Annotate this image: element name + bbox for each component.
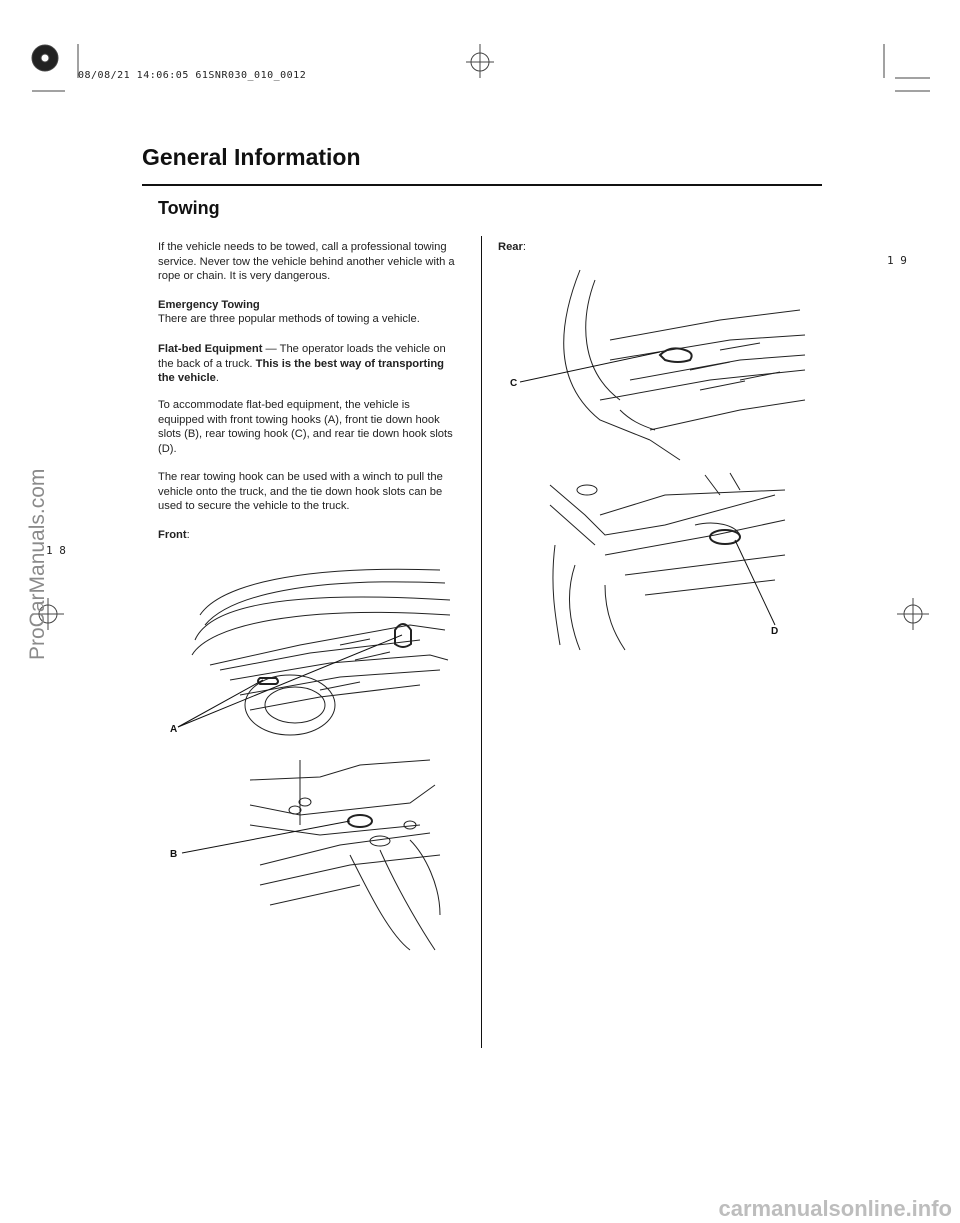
rear-towing-hook-illustration: [540, 260, 810, 460]
rear-label-text: Rear: [498, 241, 523, 253]
column-divider: [481, 236, 482, 1048]
front-label: [158, 528, 458, 543]
section-title: Towing: [158, 198, 220, 218]
print-stamp: 08/08/21 14:06:05 61SNR030_010_0012: [78, 70, 307, 81]
front-label-colon: :: [186, 529, 190, 541]
intro-paragraph: If the vehicle needs to be towed, call a professional towing service. Never tow the vehicle behind another vehicle with a rope or chain. It is very dangerous.: [158, 241, 455, 283]
page-number-left: 1 8: [46, 544, 66, 557]
flatbed-dash: —: [265, 343, 277, 355]
page-title: General Information: [142, 144, 361, 170]
callout-d: D: [771, 626, 779, 637]
callout-c: C: [510, 378, 518, 389]
flatbed-label: Flat-bed Equipment: [158, 343, 263, 355]
accommodate-paragraph: To accommodate flat-bed equipment, the vehicle is equipped with front towing hooks (A), front tie down hook slots (B), rear towing hook (C), and rear tie down hook slots (D).: [158, 399, 453, 455]
emergency-heading: Emergency Towing: [158, 299, 260, 311]
flatbed-bold: This is the best way of transporting the vehicle: [158, 357, 444, 385]
page-number-right: 1 9: [887, 254, 907, 267]
flatbed-paragraph: [158, 342, 458, 386]
title-rule: [142, 184, 822, 186]
rear-tie-down-illustration: [545, 465, 795, 655]
left-watermark: ProCarManuals.com: [26, 468, 49, 660]
front-label-text: Front: [158, 529, 187, 541]
flatbed-text: The operator loads the vehicle on the back of a truck.: [158, 343, 446, 370]
rear-label: [498, 240, 798, 255]
callout-b: B: [170, 849, 178, 860]
callout-a: A: [170, 724, 178, 735]
flatbed-end: .: [215, 372, 219, 385]
front-towing-hook-illustration: [180, 545, 460, 745]
front-tie-down-illustration: [240, 755, 460, 955]
rear-hook-paragraph: The rear towing hook can be used with a winch to pull the vehicle onto the truck, and the tie down hook slots can be used to secure the vehicle to the truck.: [158, 471, 443, 513]
bottom-watermark: carmanualsonline.info: [718, 1196, 952, 1221]
rear-label-colon: :: [522, 241, 526, 253]
emergency-text: There are three popular methods of towing a vehicle.: [158, 313, 420, 325]
